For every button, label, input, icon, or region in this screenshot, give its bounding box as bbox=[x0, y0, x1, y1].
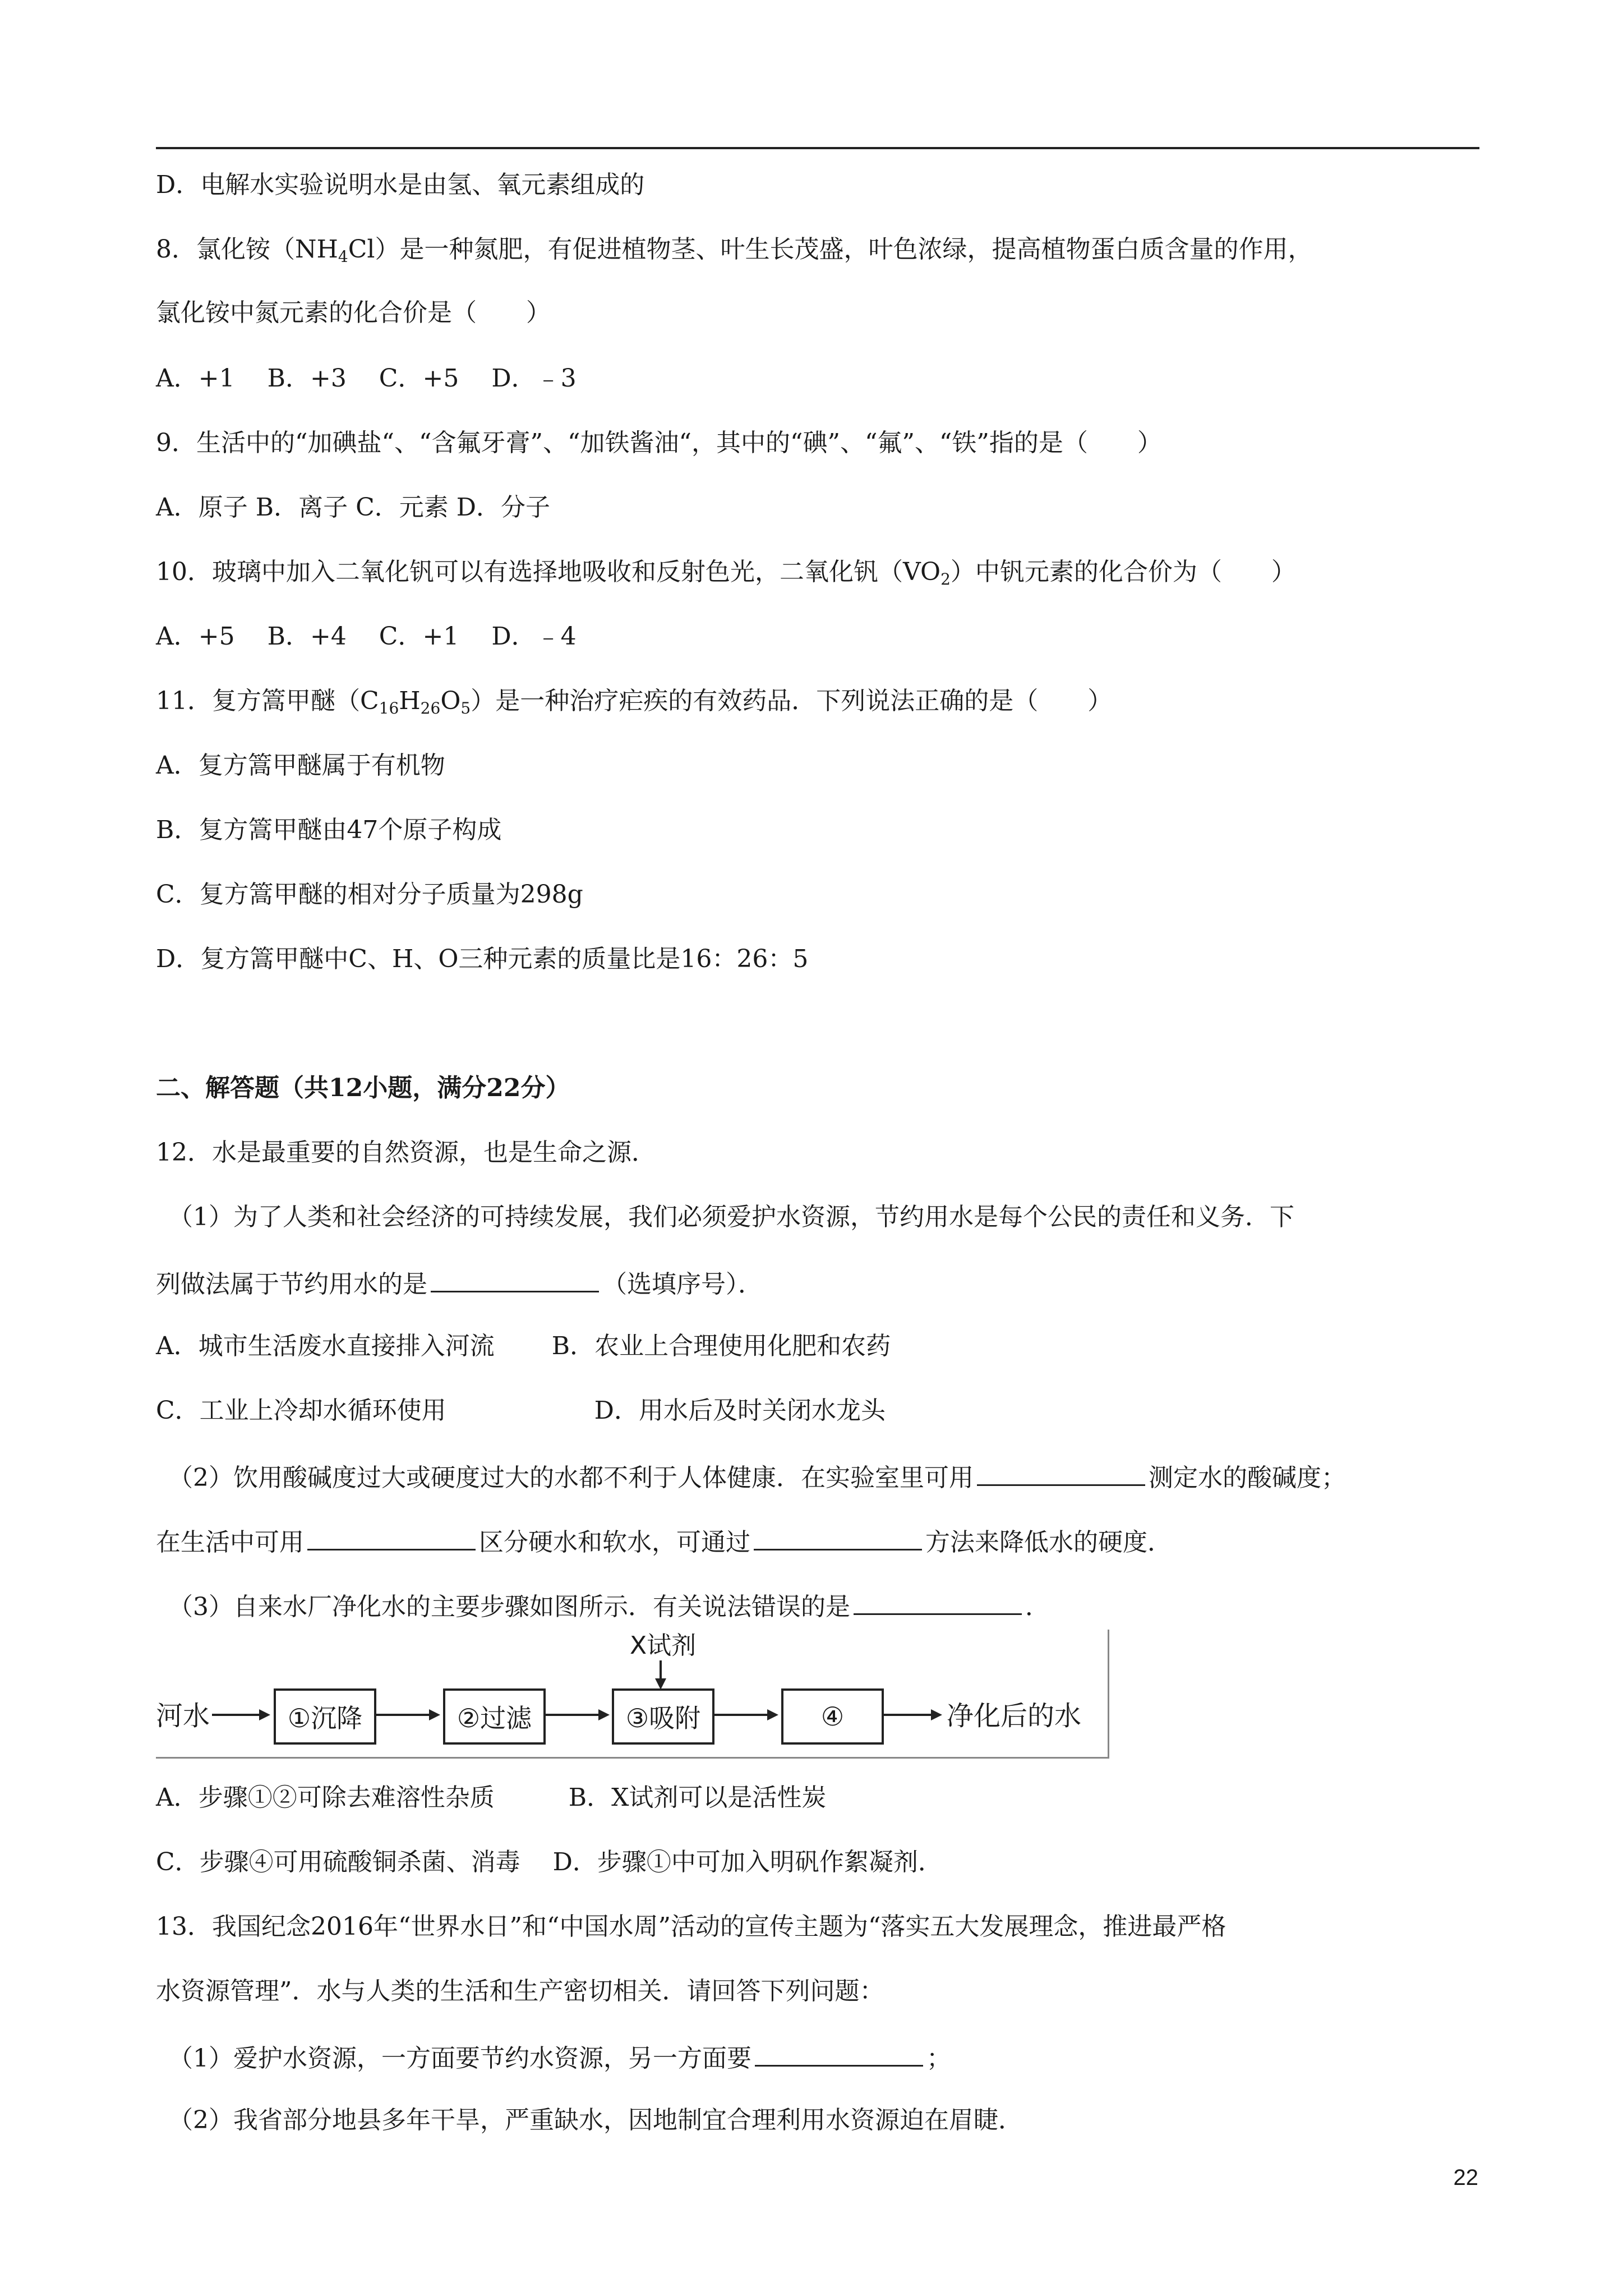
flow-end-label: 净化后的水 bbox=[947, 1700, 1082, 1732]
header-rule bbox=[156, 147, 1479, 149]
flow-step-2: ②过滤 bbox=[443, 1688, 546, 1745]
reagent-label: X试剂 bbox=[630, 1631, 697, 1660]
q12-stem: 12．水是最重要的自然资源，也是生命之源． bbox=[156, 1138, 656, 1167]
answer-blank[interactable] bbox=[977, 1458, 1145, 1486]
flow-arrow bbox=[546, 1714, 607, 1716]
q11-option-a: A．复方篙甲醚属于有机物 bbox=[156, 751, 445, 780]
flow-step-3: ③吸附 bbox=[612, 1688, 714, 1745]
q9-options: A．原子 B．离子 C．元素 D．分子 bbox=[156, 493, 551, 522]
q8-stem-cont: 氯化铵中氮元素的化合价是（ ） bbox=[156, 298, 551, 327]
q13-stem-cont: 水资源管理”．水与人类的生活和生产密切相关．请回答下列问题： bbox=[156, 1977, 884, 2005]
answer-blank[interactable] bbox=[307, 1523, 476, 1550]
q12-part2-cont: 在生活中可用 区分硬水和软水，可通过 方法来降低水的硬度． bbox=[156, 1523, 1172, 1559]
flow-step-1: ①沉降 bbox=[274, 1688, 376, 1745]
q13-stem: 13．我国纪念2016年“世界水日”和“中国水周”活动的宣传主题为“落实五大发展理念，推进最严格 bbox=[156, 1912, 1227, 1941]
purification-flowchart bbox=[156, 1630, 1109, 1759]
q12-part1: （1）为了人类和社会经济的可持续发展，我们必须爱护水资源，节约用水是每个公民的责任和义务．下 bbox=[168, 1203, 1294, 1231]
q12-part3: （3）自来水厂净化水的主要步骤如图所示．有关说法错误的是 ． bbox=[168, 1588, 1050, 1624]
q8-stem: 8．氯化铵$(NH_4Cl)$是一种氮肥，有促进植物茎、叶生长茂盛，叶色浓绿，提高植物蛋白质含量的作用， bbox=[156, 235, 1313, 266]
q9-stem: 9．生活中的“加碘盐“、“含氟牙膏”、“加铁酱油“，其中的“碘”、“氟”、“铁”指的是（ ） bbox=[156, 429, 1162, 457]
flow-step-4: ④ bbox=[781, 1688, 884, 1745]
q10-stem: 10．玻璃中加入二氧化钒可以有选择地吸收和反射色光，二氧化钒$(VO_2)$中钒元素的化合价为（ ） bbox=[156, 558, 1296, 588]
answer-blank[interactable] bbox=[854, 1588, 1022, 1615]
answer-blank[interactable] bbox=[431, 1265, 599, 1292]
q12-part3-options-ab: A．步骤①②可除去难溶性杂质 B．X试剂可以是活性炭 bbox=[156, 1783, 827, 1812]
q8-options: A．+1 B．+3 C．+5 D．﹣3 bbox=[156, 364, 577, 393]
q12-part2: （2）饮用酸碱度过大或硬度过大的水都不利于人体健康．在实验室里可用 测定水的酸碱度； bbox=[168, 1458, 1346, 1495]
flow-start-label: 河水 bbox=[156, 1700, 210, 1732]
q12-part1-options-ab: A．城市生活废水直接排入河流 B．农业上合理使用化肥和农药 bbox=[156, 1332, 891, 1360]
q7-option-d: D．电解水实验说明水是由氢、氧元素组成的 bbox=[156, 171, 645, 199]
q13-part2: （2）我省部分地县多年干旱，严重缺水，因地制宜合理利用水资源迫在眉睫． bbox=[168, 2106, 1023, 2134]
q11-option-b: B．复方篙甲醚由47个原子构成 bbox=[156, 816, 502, 844]
flow-arrow bbox=[212, 1714, 268, 1716]
flow-arrow bbox=[714, 1714, 776, 1716]
q12-part1-cont: 列做法属于节约用水的是 （选填序号）． bbox=[156, 1265, 763, 1301]
flow-arrow bbox=[884, 1714, 940, 1716]
q11-option-c: C．复方篙甲醚的相对分子质量为298g bbox=[156, 880, 583, 909]
q11-option-d: D．复方篙甲醚中C、H、O三种元素的质量比是16：26：5 bbox=[156, 945, 809, 973]
reagent-arrow bbox=[660, 1660, 662, 1687]
q11-stem: 11．复方篙甲醚$(C_{16}H_{26}O_5)$是一种治疗疟疾的有效药品．下列说法正确的是（ ） bbox=[156, 687, 1113, 717]
flow-arrow bbox=[376, 1714, 438, 1716]
page-number: 22 bbox=[1453, 2165, 1478, 2190]
q12-part1-options-cd: C．工业上冷却水循环使用 D．用水后及时关闭水龙头 bbox=[156, 1396, 886, 1425]
q13-part1: （1）爱护水资源，一方面要节约水资源，另一方面要 ； bbox=[168, 2039, 951, 2076]
section-heading: 二、解答题（共12小题，满分22分） bbox=[156, 1074, 570, 1102]
answer-blank[interactable] bbox=[755, 2039, 923, 2067]
answer-blank[interactable] bbox=[754, 1523, 922, 1550]
q12-part3-options-cd: C．步骤④可用硫酸铜杀菌、消毒 D．步骤①中可加入明矾作絮凝剂． bbox=[156, 1848, 943, 1876]
q10-options: A．+5 B．+4 C．+1 D．﹣4 bbox=[156, 622, 577, 651]
